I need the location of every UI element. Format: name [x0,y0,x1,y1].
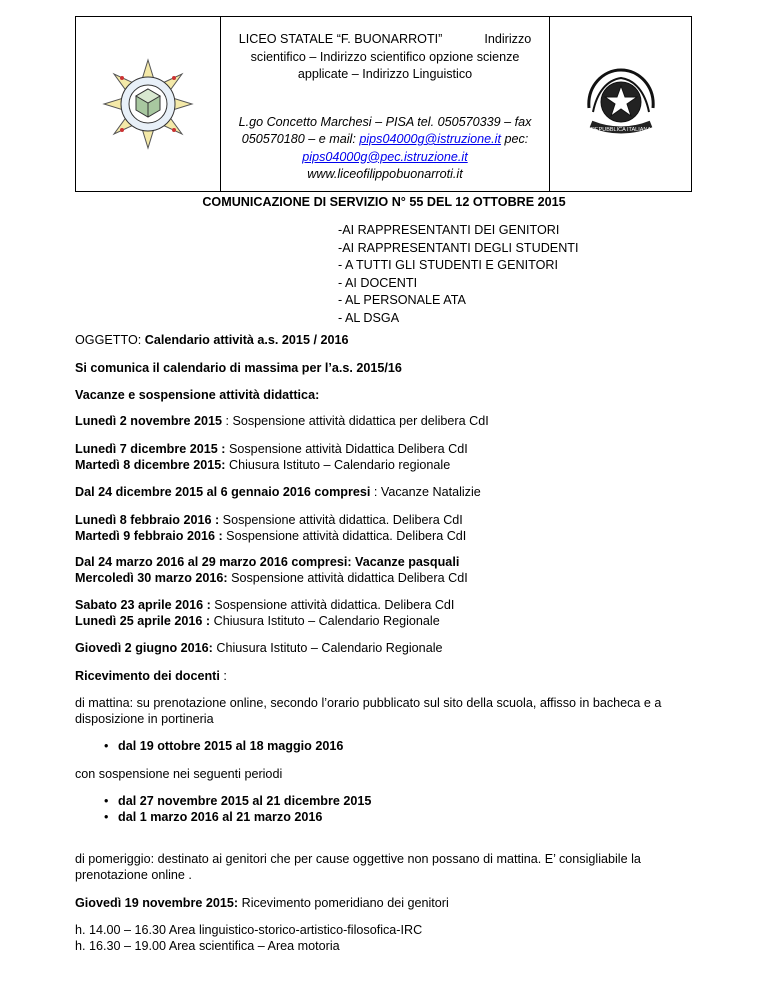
calendar-line: Martedì 9 febbraio 2016 : Sospensione attività didattica. Delibera CdI [75,529,467,543]
recipient-item: -AI RAPPRESENTANTI DEGLI STUDENTI [338,240,579,255]
recipient-item: -AI RAPPRESENTANTI DEI GENITORI [338,223,560,237]
communication-title: COMUNICAZIONE DI SERVIZIO N° 55 DEL 12 OTTOBRE 2015 [202,195,566,209]
mattina-text-line-1: di mattina: su prenotazione online, secondo l’orario pubblicato sul sito della scuola, affisso in bacheca e a [75,696,662,710]
letterhead-text [221,17,550,191]
calendar-line: Lunedì 7 dicembre 2015 : Sospensione attività Didattica Delibera CdI [75,442,468,456]
school-name: LICEO STATALE “F. BUONARROTI” [238,32,443,46]
bullet-icon: • [104,810,109,824]
emblem-ribbon-text: REPUBBLICA ITALIANA [590,127,651,133]
school-logo-icon [100,56,196,152]
sospensione-intro: con sospensione nei seguenti periodi [75,767,283,781]
calendar-line: Mercoledì 30 marzo 2016: Sospensione attività didattica Delibera CdI [75,571,468,585]
pomeriggio-text-line-2: prenotazione online . [75,868,192,882]
pec-label: pec: [500,132,529,146]
recipient-item: - A TUTTI GLI STUDENTI E GENITORI [338,258,558,272]
bullet-icon: • [104,794,109,808]
giovedi-line: Giovedì 19 novembre 2015: Ricevimento pomeridiano dei genitori [75,896,449,910]
bullet-icon: • [104,739,109,753]
pomeriggio-text-line-1: di pomeriggio: destinato ai genitori che per cause oggettive non possano di mattina. E’ consigliabile la [75,852,641,866]
calendar-line: Dal 24 marzo 2016 al 29 marzo 2016 compresi: Vacanze pasquali [75,555,460,569]
calendar-line: Lunedì 25 aprile 2016 : Chiusura Istituto – Calendario Regionale [75,614,440,628]
recipient-item: - AL DSGA [338,310,400,325]
orario-line: h. 14.00 – 16.30 Area linguistico-storico-artistico-filosofica-IRC [75,923,423,937]
bullet-sospensione-item: dal 1 marzo 2016 al 21 marzo 2016 [118,810,323,824]
school-logo-cell [76,17,221,191]
subject-label: OGGETTO: [75,333,145,347]
subject-line [75,332,348,348]
contact-line [221,131,549,149]
pec-line [221,149,549,167]
school-track-line-3: applicate – Indirizzo Linguistico [297,67,473,81]
school-name-line [221,31,549,49]
fax-text: 050570180 – e mail: [241,132,360,146]
indirizzo-label: Indirizzo [484,32,532,46]
calendar-line: Martedì 8 dicembre 2015: Chiusura Istituto – Calendario regionale [75,458,451,472]
calendar-line: Giovedì 2 giugno 2016: Chiusura Istituto – Calendario Regionale [75,641,443,655]
recipients-list [338,222,578,327]
intro-text: Si comunica il calendario di massima per l’a.s. 2015/16 [75,361,402,375]
calendar-line: Lunedì 8 febbraio 2016 : Sospensione attività didattica. Delibera CdI [75,513,463,527]
calendar-line: Dal 24 dicembre 2015 al 6 gennaio 2016 compresi : Vacanze Natalizie [75,485,481,499]
calendar-line: Lunedì 2 novembre 2015 : Sospensione attività didattica per delibera CdI [75,414,489,428]
email-link[interactable]: pips04000g@istruzione.it [359,132,501,146]
recipient-item: - AI DOCENTI [338,275,418,290]
mattina-text-line-2: disposizione in portineria [75,712,214,726]
emblem-cell [550,17,691,191]
subject-text: Calendario attività a.s. 2015 / 2016 [144,333,349,347]
vacanze-heading: Vacanze e sospensione attività didattica: [75,388,320,402]
address-line: L.go Concetto Marchesi – PISA tel. 050570339 – fax [238,114,532,129]
ricevimento-heading: Ricevimento dei docenti : [75,669,227,683]
recipient-item: - AL PERSONALE ATA [338,293,466,307]
italian-republic-emblem-icon [579,62,663,146]
orario-line: h. 16.30 – 19.00 Area scientifica – Area motoria [75,939,340,953]
pec-email-link[interactable]: pips04000g@pec.istruzione.it [302,149,468,164]
website-text: www.liceofilippobuonarroti.it [307,167,463,181]
bullet-sospensione-item: dal 27 novembre 2015 al 21 dicembre 2015 [118,794,372,808]
bullet-main-period: dal 19 ottobre 2015 al 18 maggio 2016 [118,739,344,753]
calendar-line: Sabato 23 aprile 2016 : Sospensione attività didattica. Delibera CdI [75,598,455,612]
school-track-line-2: scientifico – Indirizzo scientifico opzione scienze [250,49,520,64]
letterhead-table [75,16,692,192]
